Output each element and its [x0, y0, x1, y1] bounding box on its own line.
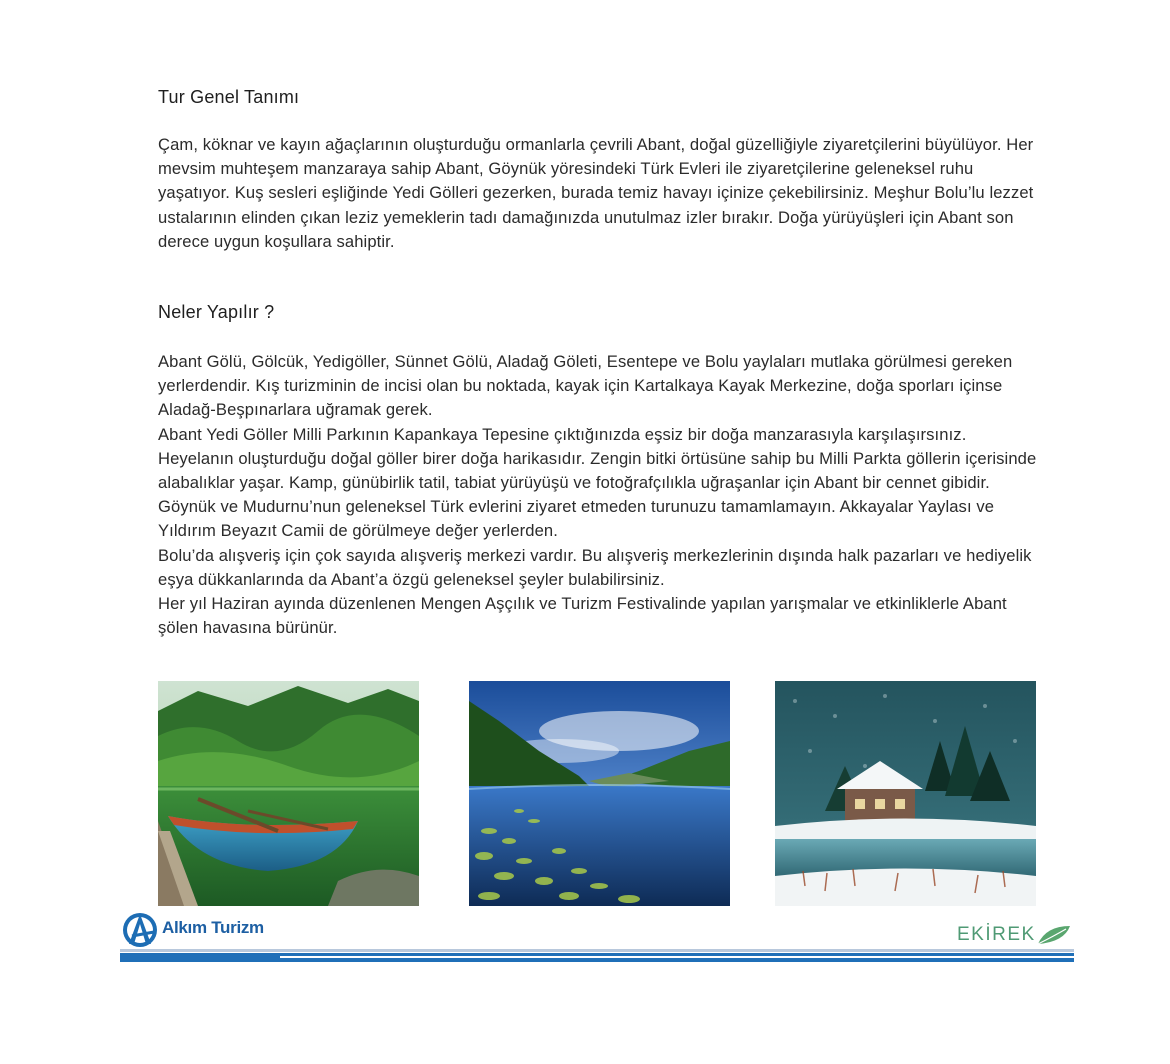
- overview-title: Tur Genel Tanımı: [158, 87, 300, 107]
- activities-paragraph: Abant Yedi Göller Milli Parkının Kapankaya Tepesine çıktığınızda eşsiz bir doğa manzarasıyla karşılaşırsınız. Heyelanın oluşturduğu doğal göller birer doğa harikasıdır. Zengin bitki örtüsüne sahip bu Milli Parkta göllerin içerisinde alabalıklar yaşar. Kamp, günübirlik tatil, tabiat yürüyüşü ve fotoğrafçılıkla uğraşanlar için Abant bir cennet gibidir. Göynük ve Mudurnu’nun geleneksel Türk evlerini ziyaret etmeden turunuzu tamamlamayın. Akkayalar Yaylası ve Yıldırım Beyazıt Camii de görülmeye değer yerlerden.: [158, 424, 1037, 541]
- overview-text: [158, 133, 1038, 254]
- activities-paragraph: Her yıl Haziran ayında düzenlenen Mengen Aşçılık ve Turizm Festivalinde yapılan yarışmalar ve etkinliklerle Abant şölen havasına bürünür.: [158, 594, 1007, 638]
- alkim-a-icon: [120, 906, 160, 950]
- ekirek-label: EKİREK: [957, 924, 1036, 945]
- alkim-turizm-label: Alkım Turizm: [162, 918, 264, 937]
- lake-boat-photo: [158, 681, 419, 906]
- overview-paragraph: Çam, köknar ve kayın ağaçlarının oluşturduğu ormanlarla çevrili Abant, doğal güzelliğiyle ziyaretçilerini büyülüyor. Her mevsim muhteşem manzaraya sahip Abant, Göynük yöresindeki Türk Evleri ile ziyaretçilerine geleneksel ruhu yaşatıyor. Kuş sesleri eşliğinde Yedi Gölleri gezerken, burada temiz havayı içinize çekebilirsiniz. Meşhur Bolu’lu lezzet ustalarının elinden çıkan leziz yemeklerin tadı damağınızda unutulmaz izler bırakır. Doğa yürüyüşleri için Abant son derece uygun koşullara sahiptir.: [158, 135, 1034, 251]
- activities-paragraph: Abant Gölü, Gölcük, Yedigöller, Sünnet Gölü, Aladağ Göleti, Esentepe ve Bolu yaylaları mutlaka görülmesi gereken yerlerdendir. Kış turizminin de incisi olan bu noktada, kayak için Kartalkaya Kayak Merkezine, doğa sporları içinse Aladağ-Beşpınarlara uğramak gerek.: [158, 352, 1013, 420]
- ekirek-logo: [957, 924, 1072, 946]
- activities-paragraph: Bolu’da alışveriş için çok sayıda alışveriş merkezi vardır. Bu alışveriş merkezlerinin dışında halk pazarları ve hediyelik eşya dükkanlarında da Abant’a özgü geleneksel şeyler bulabilirsiniz.: [158, 545, 1032, 589]
- lake-lily-photo: [469, 681, 730, 906]
- footer-white-line: [280, 956, 1074, 958]
- snow-house-photo: [775, 681, 1036, 906]
- activities-text: [158, 350, 1038, 640]
- activities-title: Neler Yapılır ?: [158, 302, 275, 322]
- leaf-icon: [1036, 924, 1072, 946]
- alkim-turizm-logo: [120, 906, 264, 950]
